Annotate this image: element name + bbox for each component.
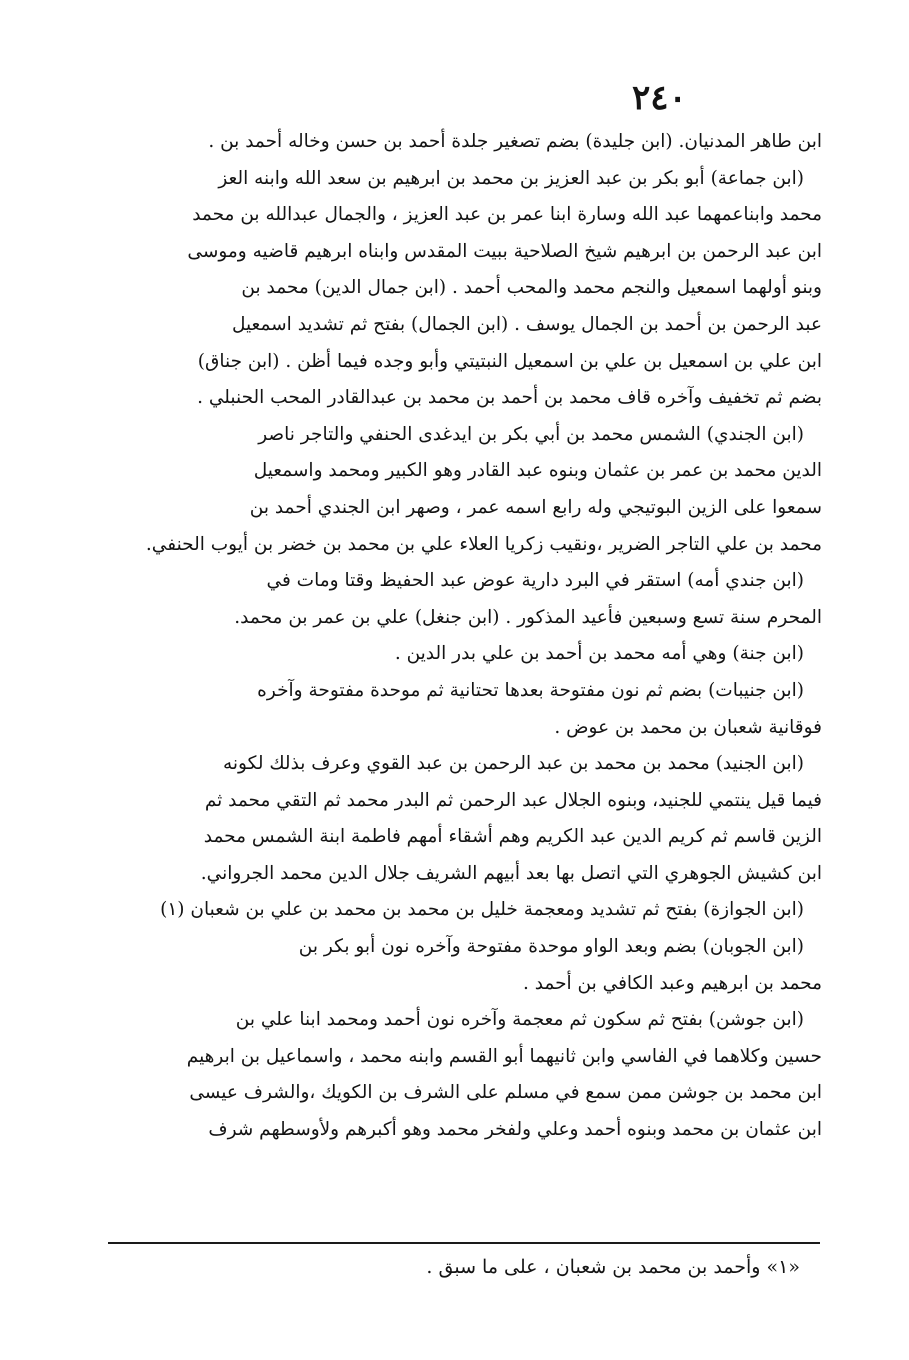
text-line: ابن محمد بن جوشن ممن سمع في مسلم على الشرف بن الكويك ،والشرف عيسى (189, 1082, 822, 1104)
text-line: (ابن الجنيد) محمد بن محمد بن عبد الرحمن بن عبد القوي وعرف بذلك لكونه (222, 753, 804, 775)
text-line: وبنو أولهما اسمعيل والنجم محمد والمحب أحمد . (ابن جمال الدين) محمد بن (241, 277, 822, 299)
text-line: فوقانية شعبان بن محمد بن عوض . (554, 716, 822, 738)
page-number: ٢٤٠ (632, 78, 687, 118)
text-line: ابن عثمان بن محمد وبنوه أحمد وعلي ولفخر محمد وهو أكبرهم ولأوسطهم شرف (208, 1119, 822, 1141)
text-line: فيما قيل ينتمي للجنيد، وبنوه الجلال عبد الرحمن ثم البدر محمد ثم التقي محمد ثم (204, 789, 822, 811)
text-line: سمعوا على الزين البوتيجي وله رابع اسمه عمر ، وصهر ابن الجندي أحمد بن (249, 496, 822, 518)
text-line: (ابن الجندي) الشمس محمد بن أبي بكر بن ايدغدى الحنفي والتاجر ناصر (258, 423, 804, 445)
text-line: (ابن جماعة) أبو بكر بن عبد العزيز بن محمد بن ابرهيم بن سعد الله وابنه العز (218, 167, 804, 189)
text-line: محمد بن علي التاجر الضرير ،ونقيب زكريا العلاء علي بن محمد بن خضر بن أيوب الحنفي. (145, 533, 822, 555)
text-line: عبد الرحمن بن أحمد بن الجمال يوسف . (ابن الجمال) بفتح ثم تشديد اسمعيل (231, 313, 822, 335)
text-line: ابن كشيش الجوهري التي اتصل بها بعد أبيهم الشريف جلال الدين محمد الجرواني. (200, 862, 822, 884)
text-line: بضم ثم تخفيف وآخره قاف محمد بن أحمد بن محمد بن عبدالقادر المحب الحنبلي . (197, 387, 822, 409)
text-line: ابن علي بن اسمعيل بن علي بن اسمعيل النبتيتي وأبو وجده فيما أظن . (ابن جناق) (197, 350, 822, 372)
text-line: محمد وابناعمهما عبد الله وسارة ابنا عمر بن عبد العزيز ، والجمال عبدالله بن محمد (192, 204, 822, 226)
text-line: ابن عبد الرحمن بن ابرهيم شيخ الصلاحية ببيت المقدس وابناه ابرهيم قاضيه وموسى (187, 240, 822, 262)
text-line: الزين قاسم ثم كريم الدين عبد الكريم وهم أشقاء أمهم فاطمة ابنة الشمس محمد (203, 826, 822, 848)
text-line: (ابن الجوبان) بضم وبعد الواو موحدة مفتوحة وآخره نون أبو بكر بن (298, 936, 804, 958)
text-line: المحرم سنة تسع وسبعين فأعيد المذكور . (ابن جنغل) علي بن عمر بن محمد. (234, 606, 822, 628)
text-line: (ابن جوشن) بفتح ثم سكون ثم معجمة وآخره نون أحمد ومحمد ابنا علي بن (235, 1009, 804, 1031)
text-line: الدين محمد بن عمر بن عثمان وبنوه عبد القادر وهو الكبير ومحمد واسمعيل (253, 460, 822, 482)
footnote: «١» وأحمد بن محمد بن شعبان ، على ما سبق . (426, 1256, 800, 1278)
text-line: (ابن جنة) وهي أمه محمد بن أحمد بن علي بدر الدين . (394, 643, 804, 665)
text-line: (ابن جنيبات) بضم ثم نون مفتوحة بعدها تحتانية ثم موحدة مفتوحة وآخره (257, 679, 804, 701)
main-text (100, 124, 822, 1149)
text-line: ابن طاهر المدنيان. (ابن جليدة) بضم تصغير جلدة أحمد بن حسن وخاله أحمد بن . (208, 131, 822, 152)
text-line: محمد بن ابرهيم وعبد الكافي بن أحمد . (522, 972, 822, 994)
footnote-divider (108, 1242, 820, 1244)
text-line: (ابن جندي أمه) استقر في البرد دارية عوض عبد الحفيظ وقتا ومات في (266, 570, 804, 592)
text-line: حسين وكلاهما في الفاسي وابن ثانيهما أبو القسم وابنه محمد ، واسماعيل بن ابرهيم (186, 1045, 822, 1067)
text-line: (ابن الجوازة) بفتح ثم تشديد ومعجمة خليل بن محمد بن محمد بن علي بن شعبان (١) (160, 899, 804, 921)
